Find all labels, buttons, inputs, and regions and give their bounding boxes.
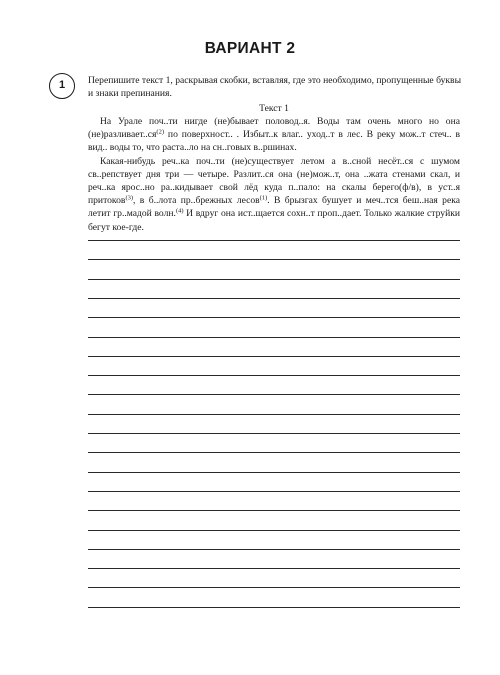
text-heading: Текст 1: [259, 103, 289, 114]
footnote-marker: (4): [175, 207, 184, 215]
footnote-marker: (1): [259, 194, 268, 202]
answer-line[interactable]: [88, 317, 460, 318]
answer-line[interactable]: [88, 356, 460, 357]
task-number-badge: 1: [49, 73, 75, 99]
answer-line[interactable]: [88, 240, 460, 241]
passage-p1-part1: На Урале поч..ти нигде (не)бывает половод..я. Воды там очень много но она (не)разливает..ся: [88, 116, 460, 141]
answer-line[interactable]: [88, 549, 460, 550]
answer-line[interactable]: [88, 607, 460, 608]
passage-p2-part4: И вдруг она ист..щается сохн..т проп..дает. Только жалкие струйки бегут кое-где.: [88, 208, 461, 233]
passage-paragraph-2: [88, 155, 460, 234]
answer-line[interactable]: [88, 452, 460, 453]
answer-line[interactable]: [88, 491, 460, 492]
answer-line[interactable]: [88, 337, 460, 338]
answer-line[interactable]: [88, 530, 460, 531]
passage-p2-part3: . В брызгах бушует и меч..тся беш..ная река летит гр..мадой волн.: [88, 195, 460, 220]
answer-line[interactable]: [88, 375, 460, 376]
answer-line[interactable]: [88, 568, 460, 569]
answer-line[interactable]: [88, 433, 460, 434]
answer-line[interactable]: [88, 587, 460, 588]
task-instruction: Перепишите текст 1, раскрывая скобки, вставляя, где это необходимо, пропущенные буквы и знаки препинания.: [88, 75, 462, 99]
footnote-marker: (3): [125, 194, 134, 202]
answer-line[interactable]: [88, 472, 460, 473]
answer-line[interactable]: [88, 394, 460, 395]
footnote-marker: (2): [156, 128, 165, 136]
answer-line[interactable]: [88, 298, 460, 299]
answer-line[interactable]: [88, 279, 460, 280]
passage-p2-part2: , в б..лота пр..брежных лесов: [133, 195, 260, 207]
passage: [88, 115, 460, 234]
passage-paragraph-1: [88, 115, 460, 155]
variant-title: ВАРИАНТ 2: [204, 40, 296, 57]
passage-p1-part2: по поверхност.. . Избыт..к влаг.. уход..т в лес. В реку мож..т стеч.. в вид.. воды то, что раста..ло на сн..говых в..ршинах.: [88, 129, 460, 154]
answer-line[interactable]: [88, 259, 460, 260]
passage-p2-part1: Какая-нибудь реч..ка поч..ти (не)существует летом а в..сной несёт..ся с шумом св..репствует дня три — четыре. Разлит..ся она (не)мож..т, она ..жата стенами скал, и реч..ка ярос..но ра..кидывает свой лёд куда п..пало: на скалы берего(ф/в), в уст..я притоков: [88, 155, 460, 207]
answer-line[interactable]: [88, 510, 460, 511]
answer-line[interactable]: [88, 414, 460, 415]
